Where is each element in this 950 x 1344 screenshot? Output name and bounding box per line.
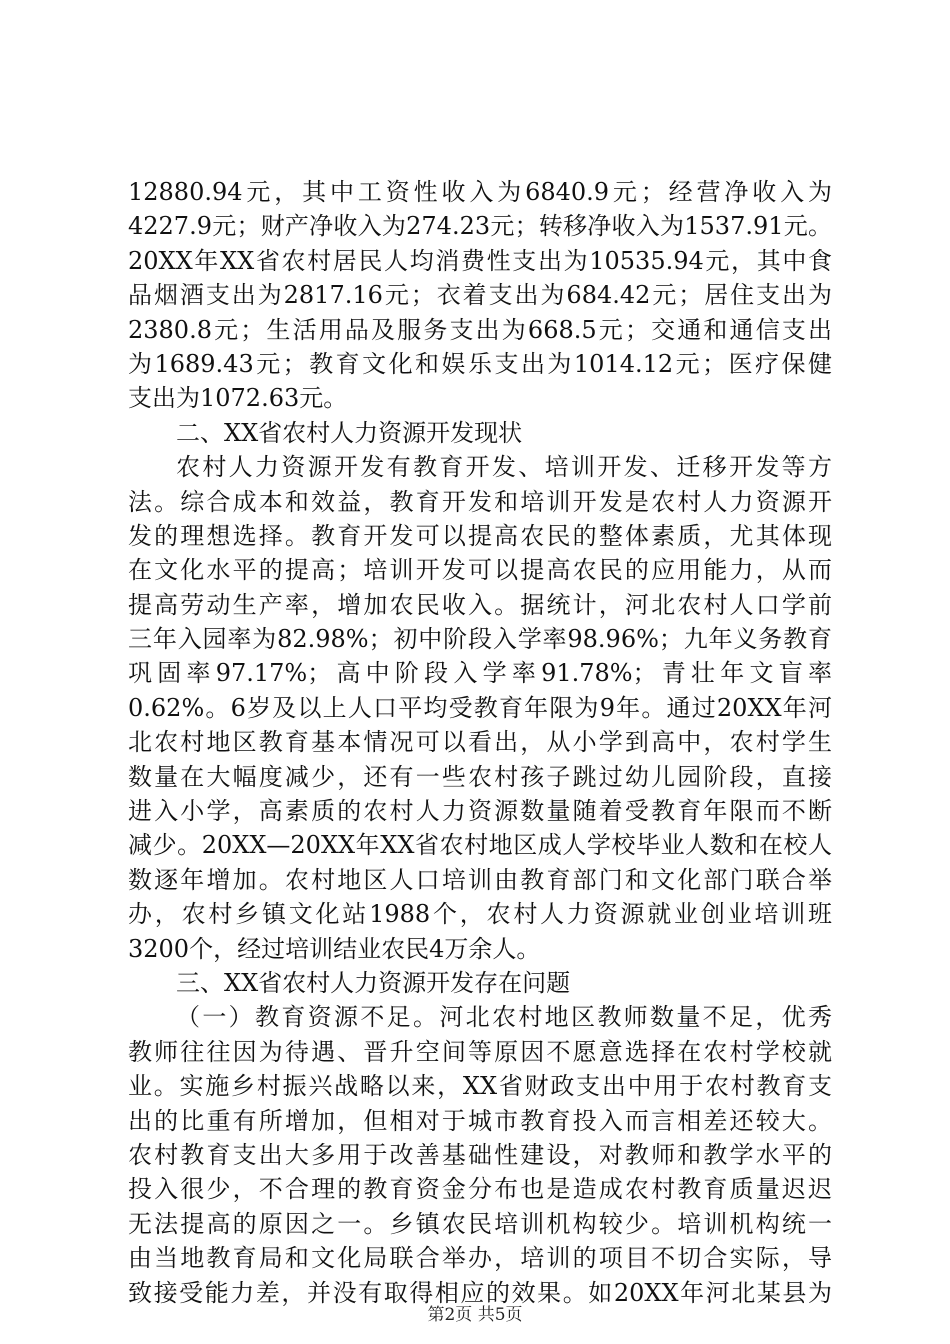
paragraph-line: 0.62%。6岁及以上人口平均受教育年限为9年。通过20XX年河: [128, 693, 832, 722]
paragraph-line: 2380.8元；生活用品及服务支出为668.5元；交通和通信支出: [128, 315, 832, 344]
paragraph-line: 巩固率97.17%；高中阶段入学率91.78%；青壮年文盲率: [128, 659, 832, 688]
paragraph-line: 发的理想选择。教育开发可以提高农民的整体素质，尤其体现: [128, 521, 832, 550]
paragraph-line: 北农村地区教育基本情况可以看出，从小学到高中，农村学生: [128, 728, 832, 757]
paragraph-line: 投入很少，不合理的教育资金分布也是造成农村教育质量迟迟: [128, 1175, 832, 1204]
paragraph-line: 农村教育支出大多用于改善基础性建设，对教师和教学水平的: [128, 1140, 832, 1169]
section-heading: 三、XX省农村人力资源开发存在问题: [176, 968, 571, 997]
paragraph-line: 12880.94元，其中工资性收入为6840.9元；经营净收入为: [128, 178, 832, 206]
paragraph-line: 业。实施乡村振兴战略以来，XX省财政支出中用于农村教育支: [128, 1072, 832, 1101]
paragraph-line: 在文化水平的提高；培训开发可以提高农民的应用能力，从而: [128, 556, 832, 585]
paragraph-line: 无法提高的原因之一。乡镇农民培训机构较少。培训机构统一: [128, 1209, 832, 1238]
paragraph-line: 20XX年XX省农村居民人均消费性支出为10535.94元，其中食: [128, 246, 832, 275]
paragraph-line: 为1689.43元；教育文化和娱乐支出为1014.12元；医疗保健: [128, 349, 832, 378]
paragraph-line: 出的比重有所增加，但相对于城市教育投入而言相差还较大。: [128, 1106, 832, 1135]
page-number: 第2页 共5页: [427, 1305, 523, 1325]
paragraph-line: 支出为1072.63元。: [128, 384, 348, 413]
paragraph-line: 教师往往因为待遇、晋升空间等原因不愿意选择在农村学校就: [128, 1037, 832, 1066]
paragraph-line: 3200个，经过培训结业农民4万余人。: [128, 934, 541, 963]
section-heading: 二、XX省农村人力资源开发现状: [176, 418, 523, 447]
paragraph-line: 减少。20XX—20XX年XX省农村地区成人学校毕业人数和在校人: [128, 831, 832, 860]
paragraph-line: 数量在大幅度减少，还有一些农村孩子跳过幼儿园阶段，直接: [128, 762, 832, 791]
paragraph-line: 农村人力资源开发有教育开发、培训开发、迁移开发等方: [176, 453, 832, 482]
paragraph-line: 4227.9元；财产净收入为274.23元；转移净收入为1537.91元。: [128, 212, 832, 241]
paragraph-line: （一）教育资源不足。河北农村地区教师数量不足，优秀: [176, 1003, 832, 1032]
paragraph-line: 提高劳动生产率，增加农民收入。据统计，河北农村人口学前: [128, 590, 832, 619]
paragraph-line: 由当地教育局和文化局联合举办，培训的项目不切合实际，导: [128, 1244, 832, 1273]
paragraph-line: 法。综合成本和效益，教育开发和培训开发是农村人力资源开: [128, 487, 832, 516]
paragraph-line: 办，农村乡镇文化站1988个，农村人力资源就业创业培训班: [128, 900, 832, 929]
paragraph-line: 致接受能力差，并没有取得相应的效果。如20XX年河北某县为: [128, 1278, 832, 1307]
paragraph-line: 三年入园率为82.98%；初中阶段入学率98.96%；九年义务教育: [128, 625, 832, 654]
paragraph-line: 数逐年增加。农村地区人口培训由教育部门和文化部门联合举: [128, 865, 832, 894]
paragraph-line: 进入小学，高素质的农村人力资源数量随着受教育年限而不断: [128, 797, 832, 826]
document-body: [128, 175, 832, 1310]
paragraph-line: 品烟酒支出为2817.16元；衣着支出为684.42元；居住支出为: [128, 281, 832, 310]
